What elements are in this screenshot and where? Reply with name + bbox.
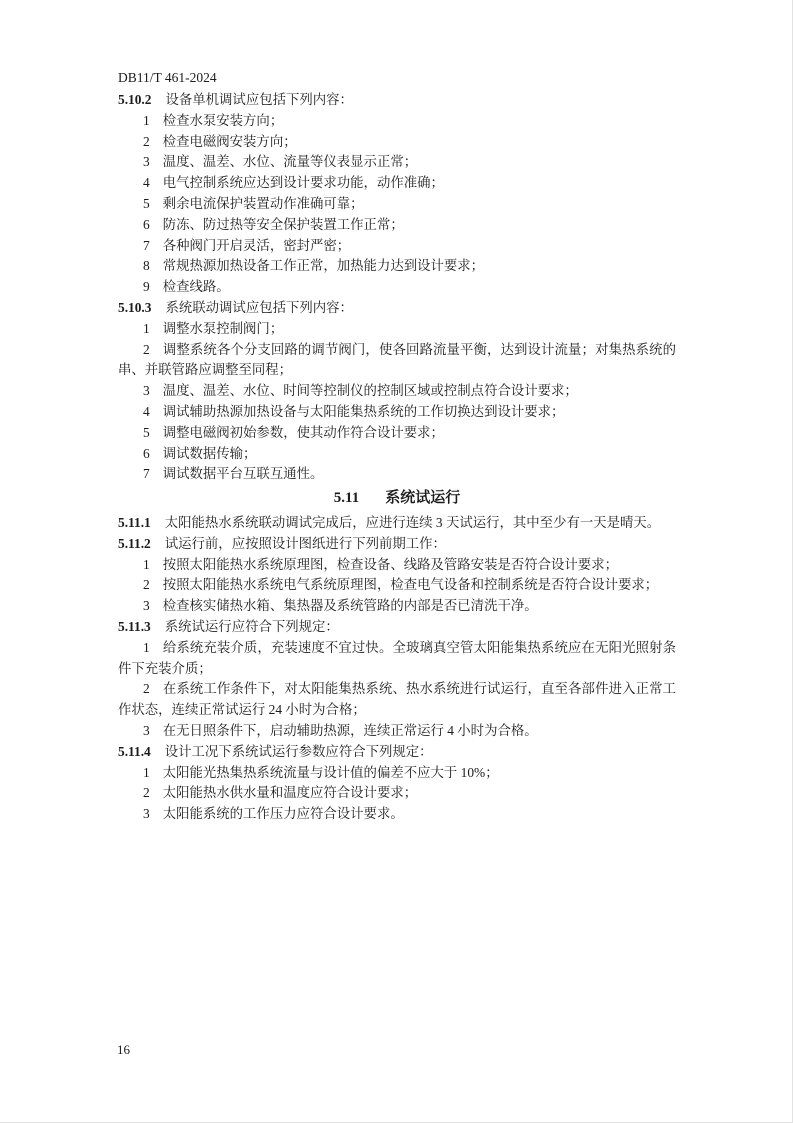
- list-item: [118, 277, 676, 298]
- item-number: 6: [143, 216, 150, 232]
- list-item: [118, 763, 676, 784]
- list-item: [118, 215, 676, 236]
- item-number: 9: [143, 279, 150, 295]
- paragraph-text: 按照太阳能热水系统电气系统原理图，检查电气设备和控制系统是否符合设计要求；: [162, 577, 659, 593]
- paragraph-text: 调试数据平台互联互通性。: [162, 466, 324, 482]
- paragraph-text: 调整系统各个分支回路的调节阀门，使各回路流量平衡，达到设计流量；对集热系统的串、并联管路应调整至同程；: [118, 341, 676, 378]
- paragraph-text: 试运行前，应按照设计图纸进行下列前期工作：: [164, 535, 446, 551]
- item-number: 1: [143, 639, 150, 655]
- list-item: [118, 783, 676, 804]
- item-number: 3: [143, 598, 150, 614]
- item-number: 3: [143, 154, 150, 170]
- list-item: [118, 402, 676, 423]
- item-number: 3: [143, 383, 150, 399]
- item-number: 1: [143, 320, 150, 336]
- list-item: [118, 132, 676, 153]
- list-item: [118, 381, 676, 402]
- list-item: [118, 152, 676, 173]
- clause-paragraph: [118, 90, 676, 111]
- clause-number: 5.10.3: [118, 299, 152, 315]
- item-number: 2: [143, 133, 150, 149]
- paragraph-text: 剩余电流保护装置动作准确可靠；: [162, 195, 364, 211]
- paragraph-text: 调试辅助热源加热设备与太阳能集热系统的工作切换达到设计要求；: [162, 403, 565, 419]
- clause-paragraph: [118, 534, 676, 555]
- paragraph-text: 温度、温差、水位、流量等仪表显示正常；: [162, 154, 418, 170]
- list-item: [118, 575, 676, 596]
- list-item: [118, 444, 676, 465]
- clause-number: 5.11.2: [118, 535, 151, 551]
- item-number: 1: [143, 764, 150, 780]
- clause-paragraph: [118, 298, 676, 319]
- running-header: DB11/T 461-2024: [118, 70, 217, 85]
- paragraph-text: 常规热源加热设备工作正常，加热能力达到设计要求；: [162, 258, 485, 274]
- paragraph-text: 太阳能热水供水量和温度应符合设计要求；: [162, 785, 418, 801]
- list-item: [118, 721, 676, 742]
- paragraph-text: 调整电磁阀初始参数，使其动作符合设计要求；: [162, 424, 444, 440]
- item-number: 8: [143, 258, 150, 274]
- paragraph-text: 按照太阳能热水系统原理图，检查设备、线路及管路安装是否符合设计要求；: [162, 556, 618, 572]
- paragraph-text: 太阳能光热集热系统流量与设计值的偏差不应大于 10%；: [162, 764, 499, 780]
- document-body: [118, 90, 676, 825]
- paragraph-text: 太阳能热水系统联动调试完成后，应进行连续 3 天试运行，其中至少有一天是晴天。: [164, 514, 661, 530]
- heading-text: 系统试运行: [385, 490, 461, 507]
- heading-number: 5.11: [333, 490, 360, 507]
- list-item: [118, 638, 676, 680]
- list-item: [118, 340, 676, 382]
- paragraph-text: 温度、温差、水位、时间等控制仪的控制区域或控制点符合设计要求；: [162, 383, 578, 399]
- clause-paragraph: [118, 617, 676, 638]
- item-number: 2: [143, 681, 150, 697]
- list-item: [118, 319, 676, 340]
- paragraph-text: 检查水泵安装方向；: [162, 112, 284, 128]
- item-number: 1: [143, 556, 150, 572]
- paragraph-text: 太阳能系统的工作压力应符合设计要求。: [162, 806, 404, 822]
- item-number: 4: [143, 175, 150, 191]
- clause-paragraph: [118, 513, 676, 534]
- clause-number: 5.11.4: [118, 743, 151, 759]
- list-item: [118, 804, 676, 825]
- item-number: 7: [143, 237, 150, 253]
- item-number: 6: [143, 445, 150, 461]
- paragraph-text: 设计工况下系统试运行参数应符合下列规定：: [164, 743, 433, 759]
- paragraph-text: 检查线路。: [162, 279, 230, 295]
- paragraph-text: 检查核实储热水箱、集热器及系统管路的内部是否已清洗干净。: [162, 598, 538, 614]
- paragraph-text: 调整水泵控制阀门；: [162, 320, 284, 336]
- item-number: 7: [143, 466, 150, 482]
- item-number: 5: [143, 195, 150, 211]
- item-number: 2: [143, 577, 150, 593]
- clause-paragraph: [118, 742, 676, 763]
- clause-number: 5.10.2: [118, 92, 152, 107]
- item-number: 4: [143, 403, 150, 419]
- paragraph-text: 电气控制系统应达到设计要求功能，动作准确；: [162, 175, 444, 191]
- clause-number: 5.11.3: [118, 618, 151, 634]
- item-number: 3: [143, 722, 150, 738]
- list-item: [118, 256, 676, 277]
- paragraph-text: 系统试运行应符合下列规定：: [164, 618, 339, 634]
- clause-number: 5.11.1: [118, 514, 151, 530]
- paragraph-text: 系统联动调试应包括下列内容：: [165, 299, 353, 315]
- page-number: 16: [117, 1042, 130, 1057]
- list-item: [118, 555, 676, 576]
- list-item: [118, 596, 676, 617]
- paragraph-text: 在无日照条件下，启动辅助热源，连续正常运行 4 小时为合格。: [162, 722, 538, 738]
- item-number: 2: [143, 785, 150, 801]
- paragraph-text: 防冻、防过热等安全保护装置工作正常；: [162, 216, 404, 232]
- paragraph-text: 设备单机调试应包括下列内容：: [165, 92, 353, 107]
- paragraph-text: 在系统工作条件下，对太阳能集热系统、热水系统进行试运行，直至各部件进入正常工作状态，连续正常试运行 24 小时为合格；: [118, 681, 676, 718]
- list-item: [118, 111, 676, 132]
- paragraph-text: 给系统充装介质，充装速度不宜过快。全玻璃真空管太阳能集热系统应在无阳光照射条件下充装介质；: [118, 639, 676, 676]
- list-item: [118, 194, 676, 215]
- item-number: 1: [143, 112, 150, 128]
- list-item: [118, 464, 676, 485]
- list-item: [118, 679, 676, 721]
- paragraph-text: 各种阀门开启灵活，密封严密；: [162, 237, 351, 253]
- paragraph-text: 调试数据传输；: [162, 445, 257, 461]
- list-item: [118, 423, 676, 444]
- item-number: 3: [143, 806, 150, 822]
- list-item: [118, 236, 676, 257]
- section-heading: [118, 488, 676, 509]
- item-number: 2: [143, 341, 150, 357]
- item-number: 5: [143, 424, 150, 440]
- paragraph-text: 检查电磁阀安装方向；: [162, 133, 297, 149]
- list-item: [118, 173, 676, 194]
